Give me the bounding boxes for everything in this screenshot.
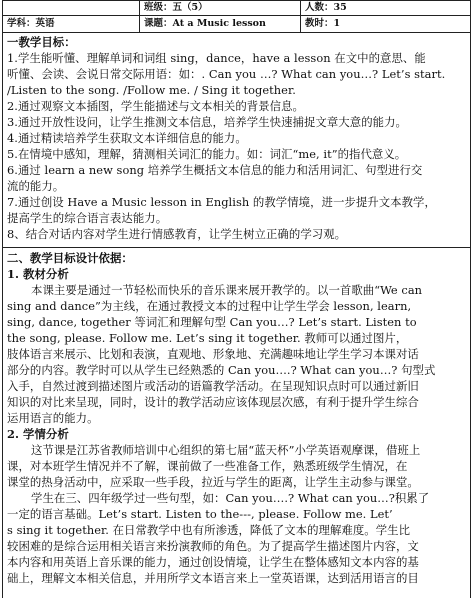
student-analysis-title: 2. 学情分析 [7, 427, 69, 441]
objective-line: 2.通过观察文本插图，学生能描述与文本相关的背景信息。 [7, 99, 304, 113]
header-row-2 [2, 15, 471, 33]
objective-line: 听懂、会读、会说日常交际用语：如：. Can you …? What can you…? Let’s start. [7, 67, 446, 81]
objective-line: 7.通过创设 Have a Music lesson in English 的教学情境，进一步提升文本教学， [7, 195, 436, 209]
objective-line: 流的能力。 [7, 179, 65, 193]
topic-label: 课题：At a Music lesson [144, 18, 266, 29]
student-analysis-line: 学生在三、四年级学过一些句型，如：Can you….? What can you…?积累了 [31, 491, 430, 505]
analysis-line: sing and dance”为主线，在通过教授文本的过程中让学生学会 lesson, learn, [7, 299, 412, 313]
analysis-line: 知识的对比来呈现，同时，设计的教学活动应该体现层次感，有利于提升学生综合 [7, 395, 419, 409]
student-analysis-line: 较困难的是综合运用相关语言来扮演教师的角色。为了提高学生描述图片内容，文 [7, 539, 419, 553]
textbook-analysis-title: 1. 教材分析 [7, 267, 69, 281]
lesson-plan-body [2, 32, 471, 598]
objective-line: 8、结合对话内容对学生进行情感教育，让学生树立正确的学习观。 [7, 227, 347, 241]
subject-label: 学科：英语 [7, 18, 55, 29]
student-analysis-line: 础上，理解文本相关信息，并用所学文本语言来上一堂英语课，达到活用语言的目 [7, 571, 419, 585]
student-count-label: 人数：35 [305, 2, 347, 13]
analysis-line: sing, dance, together 等词汇和理解句型 Can you…? Let’s start. Listen to [7, 315, 417, 329]
analysis-line: 肢体语言来展示、比划和表演，直观地、形象地、充满趣味地让学生学习本课对话 [7, 347, 419, 361]
objective-line: 5.在情境中感知，理解，猜测相关词汇的能力。如：词汇“me, it”的指代意义。 [7, 147, 407, 161]
basis-title: 二、教学目标设计依据： [7, 251, 133, 265]
analysis-line: 运用语言的能力。 [7, 411, 99, 425]
objective-line: 提高学生的综合语言表达能力。 [7, 211, 168, 225]
student-analysis-line: s sing it together. 在日常教学中也有所渗透，降低了文本的理解难度。学生比 [7, 523, 411, 537]
objective-line: /Listen to the song. /Follow me. / Sing it together. [7, 83, 296, 97]
header-row-1 [2, 0, 471, 16]
student-analysis-line: 课堂的热身活动中，应采取一些手段，拉近与学生的距离，让学生主动参与课堂。 [7, 475, 419, 489]
analysis-line: 本课主要是通过一节轻松而快乐的音乐课来展开教学的。以一首歌曲“We can [31, 283, 423, 297]
analysis-line: the song, please. Follow me. Let’s sing it together. 教师可以通过图片， [7, 331, 408, 345]
class-label: 班级：五（5） [144, 2, 208, 13]
objective-line: 1.学生能听懂、理解单词和词组 sing，dance，have a lesson 在文中的意思、能 [7, 51, 426, 65]
analysis-line: 入手，自然过渡到描述图片或活动的语篇教学活动。在呈现知识点时可以通过新旧 [7, 379, 419, 393]
objectives-title: 一教学目标： [7, 35, 76, 49]
student-analysis-line: 课，对本班学生情况并不了解，课前做了一些准备工作，熟悉班级学生情况，在 [7, 459, 408, 473]
student-analysis-line: 本内容和用英语上音乐课的能力，通过创设情境，让学生在整体感知文本内容的基 [7, 555, 419, 569]
objective-line: 3.通过开放性设问，让学生推测文本信息，培养学生快速捕捉文章大意的能力。 [7, 115, 407, 129]
objective-line: 6.通过 learn a new song 培养学生概括文本信息的能力和活用词汇、句型进行交 [7, 163, 423, 177]
student-analysis-line: 一定的语言基础。Let’s start. Listen to the---, please. Follow me. Let’ [7, 507, 393, 521]
lesson-plan-page [2, 0, 472, 598]
section-divider [3, 247, 470, 248]
period-label: 教时：1 [305, 18, 341, 29]
student-analysis-line: 这节课是江苏省教师培训中心组织的第七届“蓝天杯”小学英语观摩课，借班上 [31, 443, 421, 457]
objective-line: 4.通过精读培养学生获取文本详细信息的能力。 [7, 131, 247, 145]
analysis-line: 部分的内容。教学时可以从学生已经熟悉的 Can you….? What can you…? 句型式 [7, 363, 436, 377]
